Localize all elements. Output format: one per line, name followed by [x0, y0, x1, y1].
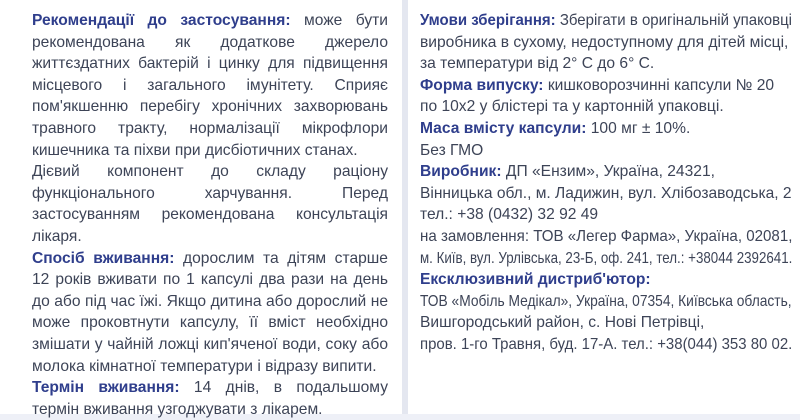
- manufacturer-heading: Виробник:: [420, 163, 502, 181]
- distributor-section: [420, 269, 792, 355]
- distributor-heading: Ексклюзивний дистриб'ютор:: [420, 271, 651, 289]
- left-column: [32, 10, 388, 420]
- distributor-line: Вишгородський район, с. Нові Петрівці,: [420, 314, 705, 332]
- storage-section: [420, 10, 792, 75]
- mass-text: 100 мг ± 10%.: [590, 119, 691, 137]
- storage-line: Зберігати в оригінальній упаковці: [559, 12, 793, 29]
- right-column: [420, 10, 792, 356]
- usage-text: дорослим та дітям старше 12 років вживати по 1 капсулі два рази на день до або під час їжі. Якщо дитина або дорослий не може проковтнути капсулу, її вміст необхідно змішати у чайній ложці кип'яченої води, соку або молока кімнатної температури і відразу випити.: [32, 249, 388, 375]
- manufacturer-line: Вінницька обл., м. Ладижин, вул. Хлібозаводська, 2: [420, 184, 792, 202]
- form-section: [420, 75, 792, 118]
- manufacturer-line: ДП «Ензим», Україна, 24321,: [505, 163, 715, 181]
- gmo-text: Без ГМО: [420, 141, 484, 159]
- form-line: кишковорозчинні капсули № 20: [547, 76, 775, 94]
- component-text: Дієвий компонент до складу раціону функціонального харчування. Перед застосуванням рекомендована консультація лікаря.: [32, 163, 388, 245]
- distributor-line: ТОВ «Мобіль Медікал», Україна, 07354, Київська область,: [420, 292, 792, 310]
- distributor-line: пров. 1-го Травня, буд. 17-А. тел.: +38(044) 353 80 02.: [420, 335, 793, 353]
- form-heading: Форма випуску:: [420, 76, 544, 94]
- recommendations-section: [32, 10, 388, 161]
- term-text: 14 днів, в подальшому термін вживання узгоджувати з лікарем.: [32, 379, 388, 418]
- manufacturer-section: [420, 161, 792, 269]
- recommendations-text: може бути рекомендована як додаткове джерело життєздатних бактерій і цинку для підвищення місцевого і загального імунітету. Сприяє пом'якшенню перебігу хронічних захворювань травного тракту, нормалізації мікрофлори кишечника та піхви при дисбіотичних станах.: [32, 12, 388, 159]
- mass-section: [420, 118, 792, 140]
- recommendations-heading: Рекомендації до застосування:: [32, 12, 291, 29]
- manufacturer-line: на замовлення: ТОВ «Легер Фарма», Україна, 02081,: [420, 227, 793, 245]
- form-line: по 10х2 у блістері та у картонній упаковці.: [420, 98, 724, 116]
- manufacturer-line: м. Київ, вул. Урлівська, 23-Б, оф. 241, тел.: +38044 2392641.: [420, 249, 793, 267]
- storage-heading: Умови зберігання:: [420, 12, 556, 29]
- usage-heading: Спосіб вживання:: [32, 249, 175, 267]
- usage-section: [32, 248, 388, 378]
- storage-line: виробника в сухому, недоступному для дітей місці,: [420, 33, 789, 51]
- term-heading: Термін вживання:: [32, 379, 180, 397]
- storage-line: за температури від 2° С до 6° С.: [420, 55, 655, 73]
- manufacturer-line: тел.: +38 (0432) 32 92 49: [420, 206, 599, 224]
- mass-heading: Маса вмісту капсули:: [420, 119, 587, 137]
- gmo-section: [420, 140, 792, 162]
